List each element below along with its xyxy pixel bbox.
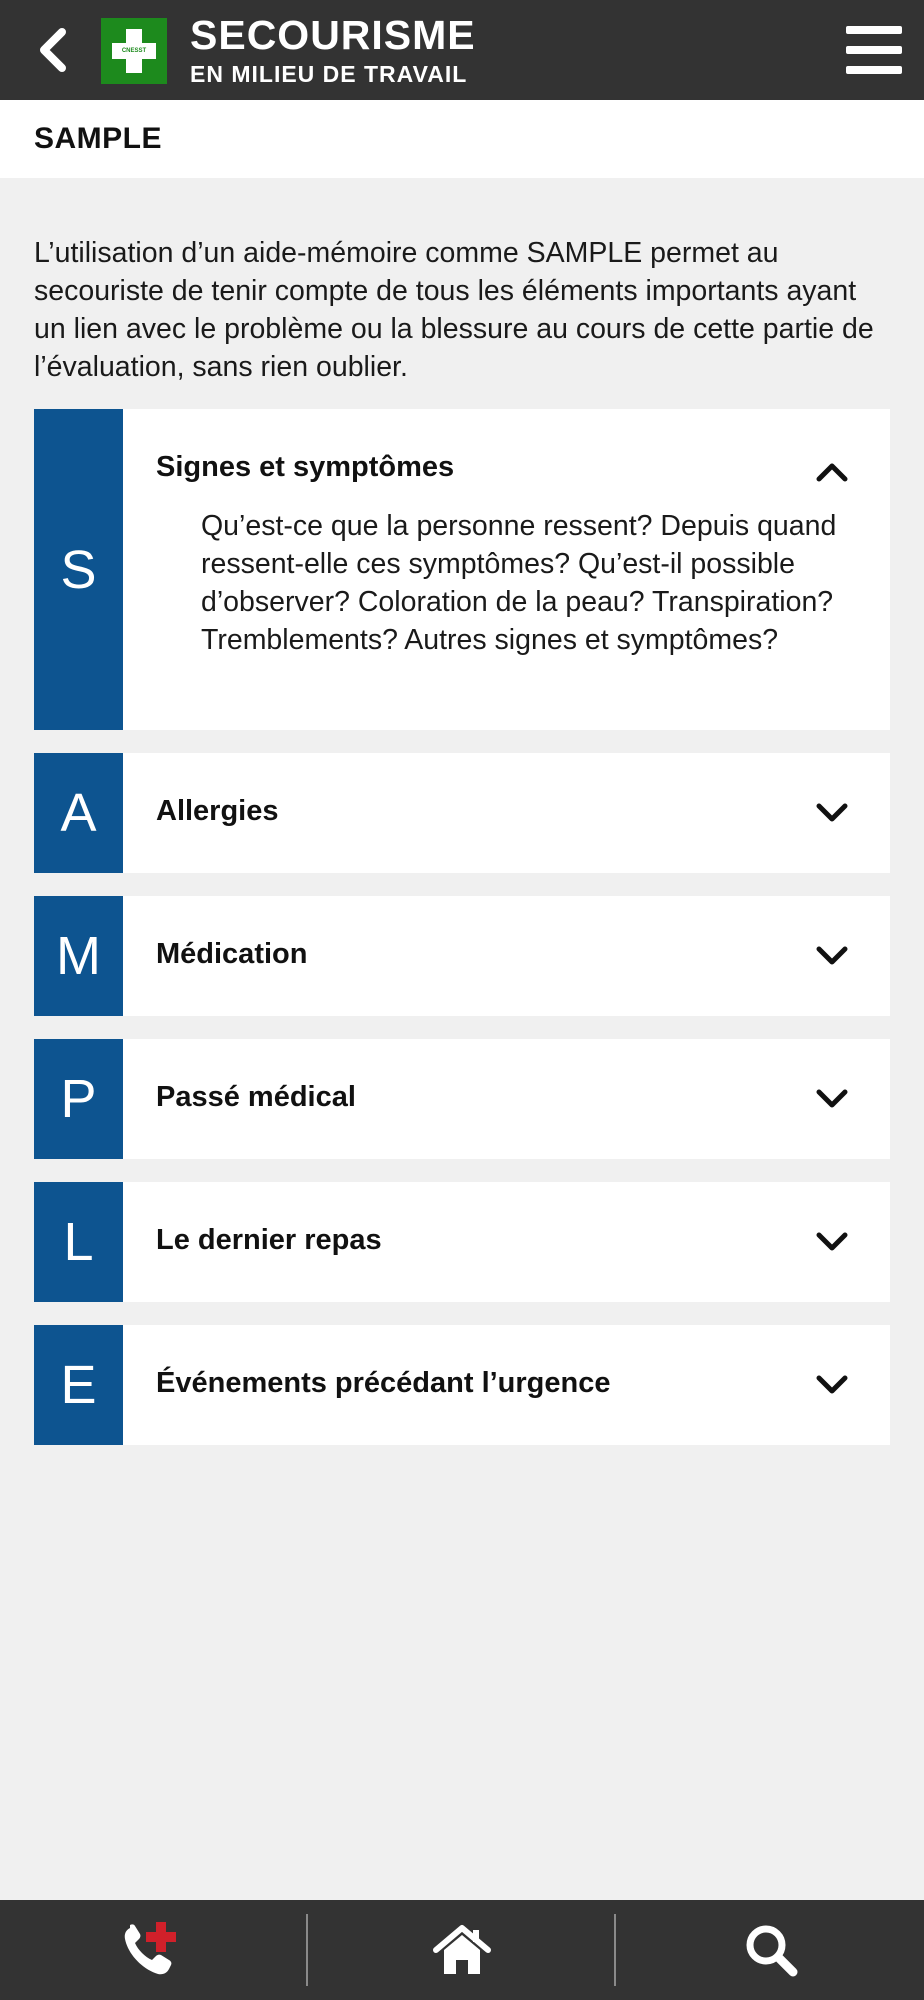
app-title: SECOURISME [190,12,476,58]
emergency-call-button[interactable] [92,1900,212,2000]
accordion-body: Qu’est-ce que la personne ressent? Depuis quand ressent-elle ces symptômes? Qu’est-il possible d’observer? Coloration de la peau? Transpiration? Tremblements? Autres signes et symptômes? [201,510,837,656]
chevron-down-icon [813,1229,851,1255]
accordion-item-p[interactable] [34,1039,890,1159]
menu-button[interactable] [844,24,904,76]
page-title: SAMPLE [34,122,163,155]
search-button[interactable] [711,1900,831,2000]
accordion-title[interactable]: Signes et symptômes [156,451,455,483]
emergency-phone-icon [120,1920,184,1980]
accordion-item-a[interactable] [34,753,890,873]
chevron-down-icon [813,1086,851,1112]
accordion-letter: S [34,409,123,730]
accordion-item-m[interactable] [34,896,890,1016]
chevron-down-icon [813,1372,851,1398]
accordion-letter: M [34,896,123,1016]
accordion-letter: E [34,1325,123,1445]
accordion-title: Allergies [156,795,279,827]
accordion-title: Médication [156,938,308,970]
accordion-letter: A [34,753,123,873]
accordion-title: Le dernier repas [156,1224,382,1256]
home-button[interactable] [402,1900,522,2000]
chevron-left-icon [35,27,69,73]
accordion-item-l[interactable] [34,1182,890,1302]
nav-divider [614,1914,616,1986]
chevron-up-icon[interactable] [813,458,851,484]
accordion-title: Passé médical [156,1081,356,1113]
accordion-letter: L [34,1182,123,1302]
bottom-nav [0,1900,924,2000]
accordion-letter: P [34,1039,123,1159]
home-icon [432,1924,492,1976]
accordion-item-s[interactable] [34,409,890,730]
search-icon [743,1922,799,1978]
app-subtitle: EN MILIEU DE TRAVAIL [190,61,468,87]
back-button[interactable] [26,22,78,78]
chevron-down-icon [813,800,851,826]
nav-divider [306,1914,308,1986]
app-logo [101,18,167,84]
intro-text: L’utilisation d’un aide-mémoire comme SAMPLE permet au secouriste de tenir compte de tous les éléments importants ayant un lien avec le problème ou la blessure au cours de cette partie de l’évaluation, sans rien oublier. [34,237,874,383]
page-title-bar [0,100,924,178]
logo-text: CNESST [121,48,147,54]
accordion-item-e[interactable] [34,1325,890,1445]
accordion-title: Événements précédant l’urgence [156,1367,611,1399]
app-header [0,0,924,100]
chevron-down-icon [813,943,851,969]
